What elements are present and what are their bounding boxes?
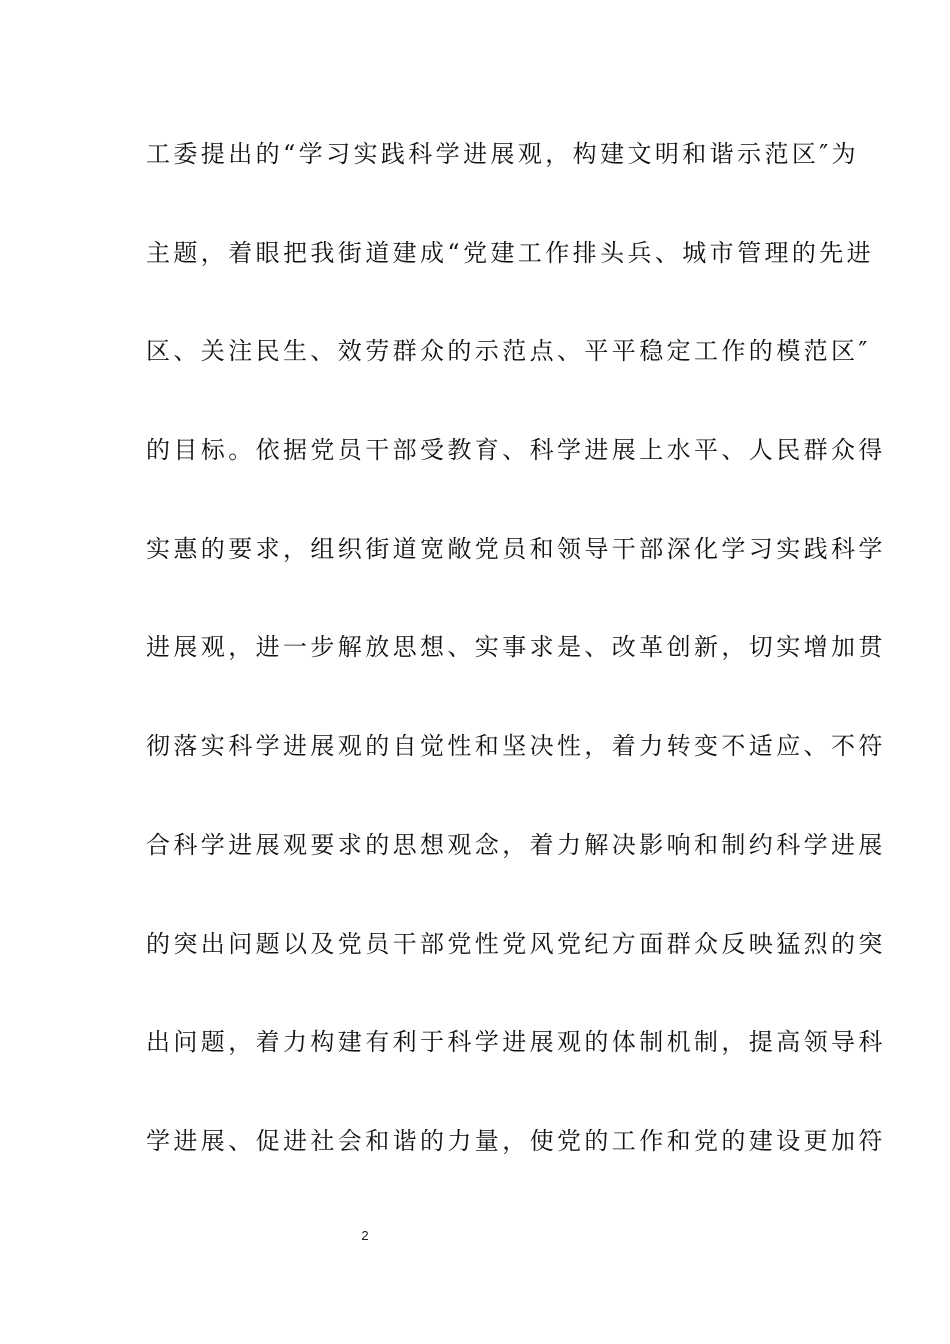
- text-line: 学进展、促进社会和谐的力量，使党的工作和党的建设更加符: [146, 1126, 886, 1155]
- text-line: 工委提出的“学习实践科学进展观，构建文明和谐示范区″为: [146, 140, 860, 168]
- text-line: 出问题，着力构建有利于科学进展观的体制机制，提高领导科: [146, 1028, 886, 1057]
- text-line: 的目标。依据党员干部受教育、科学进展上水平、人民群众得: [146, 436, 886, 465]
- page-number: 2: [361, 1228, 369, 1243]
- body-text: [146, 134, 886, 1220]
- text-line: 合科学进展观要求的思想观念，着力解决影响和制约科学进展: [146, 830, 886, 859]
- text-line: 进展观，进一步解放思想、实事求是、改革创新，切实增加贯: [146, 633, 886, 662]
- text-line: 实惠的要求，组织街道宽敞党员和领导干部深化学习实践科学: [146, 534, 886, 563]
- text-line: 彻落实科学进展观的自觉性和坚决性，着力转变不适应、不符: [146, 732, 886, 761]
- text-line: 的突出问题以及党员干部党性党风党纪方面群众反映猛烈的突: [146, 929, 886, 958]
- text-line: 区、关注民生、效劳群众的示范点、平平稳定工作的模范区″: [146, 337, 871, 366]
- text-line: 主题，着眼把我街道建成“党建工作排头兵、城市管理的先进: [146, 238, 875, 267]
